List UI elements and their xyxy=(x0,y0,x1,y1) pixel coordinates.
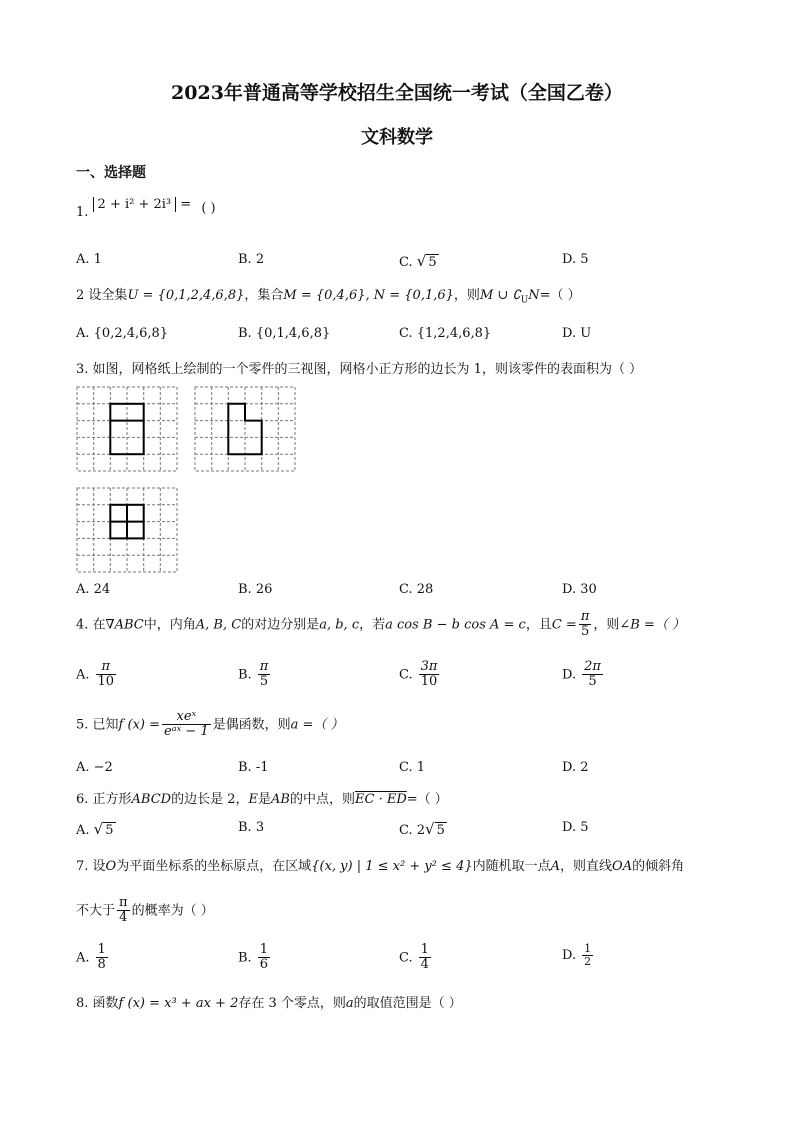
sqrt-symbol: √ xyxy=(416,252,427,270)
q6-vector-product: EC · ED xyxy=(355,792,407,807)
q2-option-a: A. {0,2,4,6,8} xyxy=(76,326,169,341)
q4-condition: a cos B − b cos A = c xyxy=(385,617,526,633)
sqrt-symbol: √ xyxy=(425,820,435,838)
q1-number: 1. xyxy=(76,205,89,220)
q4-option-a: A. $\frac{\pi}{10}$ xyxy=(76,659,115,690)
section-title: 一、选择题 xyxy=(76,165,146,181)
top-view-shape xyxy=(110,505,143,539)
q4-option-d: D. $\frac{2\pi}{5}$ xyxy=(562,659,601,690)
q1-option-a: A. 1 xyxy=(76,252,102,267)
q2-option-b: B. {0,1,4,6,8} xyxy=(238,326,331,341)
q3-option-c: C. 28 xyxy=(399,582,434,597)
grid-lines xyxy=(195,387,295,471)
q1-equals: = xyxy=(180,197,192,212)
q5-option-c: C. 1 xyxy=(399,760,426,775)
q1-abs-expr: 2 + i² + 2i³ xyxy=(93,197,177,212)
q4-option-b: B. $\frac{\pi}{5}$ xyxy=(238,659,269,690)
q4-fraction: $\frac{\pi}{5}$ xyxy=(580,609,590,640)
side-view-diagram xyxy=(194,386,298,472)
q8-function: f (x) = x³ + ax + 2 xyxy=(118,996,239,1011)
q3-option-a: A. 24 xyxy=(76,582,111,597)
q6-option-a: A. √ 5 xyxy=(76,820,114,838)
q2-expr: M ∪ ∁ xyxy=(479,288,521,303)
q6-option-d: D. 5 xyxy=(562,820,589,835)
question-7-line-2: 不大于 $\frac{\pi}{4}$ 的概率为（ ） xyxy=(76,895,214,926)
q7-option-c: C. $\frac{1}{4}$ xyxy=(399,942,429,973)
q2-sets-mn: M = {0,4,6}, N = {0,1,6} xyxy=(283,288,454,303)
q2-option-d: D. U xyxy=(562,326,592,341)
question-8: 8. 函数f (x) = x³ + ax + 2存在 3 个零点，则a的取值范围是（ ） xyxy=(76,996,462,1011)
question-3: 3. 如图，网格纸上绘制的一个零件的三视图，网格小正方形的边长为 1，则该零件的表面积为（ ） xyxy=(76,362,643,377)
q1-option-d: D. 5 xyxy=(562,252,589,267)
front-view-diagram xyxy=(76,386,180,472)
q5-option-b: B. -1 xyxy=(238,760,269,775)
sqrt-symbol: √ xyxy=(93,820,104,838)
question-6: 6. 正方形ABCD的边长是 2，E是AB的中点，则EC · ED=（ ） xyxy=(76,792,448,807)
q7-option-a: A. $\frac{1}{8}$ xyxy=(76,942,106,973)
q1-c-radicand: 5 xyxy=(428,255,437,270)
question-1 xyxy=(76,197,216,220)
question-2: 2 设全集U = {0,1,2,4,6,8}，集合M = {0,4,6}, N = {0,1,6}，则M ∪ $∁_UN=$（ ） xyxy=(76,288,581,306)
question-7-line-1: 7. 设O为平面坐标系的坐标原点，在区域{(x, y) | 1 ≤ x² + y² ≤ 4}内随机取一点A，则直线OA的倾斜角 xyxy=(76,859,685,874)
exam-title: 2023年普通高等学校招生全国统一考试（全国乙卷） xyxy=(171,82,623,104)
q6-option-b: B. 3 xyxy=(238,820,265,835)
q7-option-b: B. $\frac{1}{6}$ xyxy=(238,942,268,973)
question-4: 4. 在∇ABC中，内角A, B, C的对边分别是a, b, c，若a cos B − b cos A = c，且C = $\frac{\pi}{5}$ ，则∠B =（ ） xyxy=(76,609,685,640)
top-view-diagram xyxy=(76,487,180,573)
exam-subtitle: 文科数学 xyxy=(361,127,433,148)
q7-option-d: D. $\frac{1}{2}$ xyxy=(562,942,592,969)
q5-option-a: A. −2 xyxy=(76,760,113,775)
q2-option-c: C. {1,2,4,6,8} xyxy=(399,326,492,341)
q5-option-d: D. 2 xyxy=(562,760,589,775)
q3-option-d: D. 30 xyxy=(562,582,597,597)
question-5: 5. 已知f (x) = $\frac{\text{xeˣ}}{\text{eᵃˣ − 1}}$ 是偶函数，则a =（ ） xyxy=(76,709,344,740)
q7-fraction: $\frac{\pi}{4}$ xyxy=(119,895,128,926)
q6-option-c: C. 2√ 5 xyxy=(399,820,445,838)
q3-option-b: B. 26 xyxy=(238,582,273,597)
q2-set-u: U = {0,1,2,4,6,8} xyxy=(127,288,245,303)
q1-option-b: B. 2 xyxy=(238,252,265,267)
q4-triangle: ∇ABC xyxy=(105,617,144,633)
q1-paren: ( ) xyxy=(201,201,216,216)
q5-fraction: $\frac{\text{xeˣ}}{\text{eᵃˣ − 1}}$ xyxy=(164,709,209,740)
q1-option-c: C. √ 5 xyxy=(399,252,437,270)
grid-lines xyxy=(77,387,177,471)
q4-option-c: C. $\frac{3\pi}{10}$ xyxy=(399,659,438,690)
q7-region: {(x, y) | 1 ≤ x² + y² ≤ 4} xyxy=(311,859,473,874)
